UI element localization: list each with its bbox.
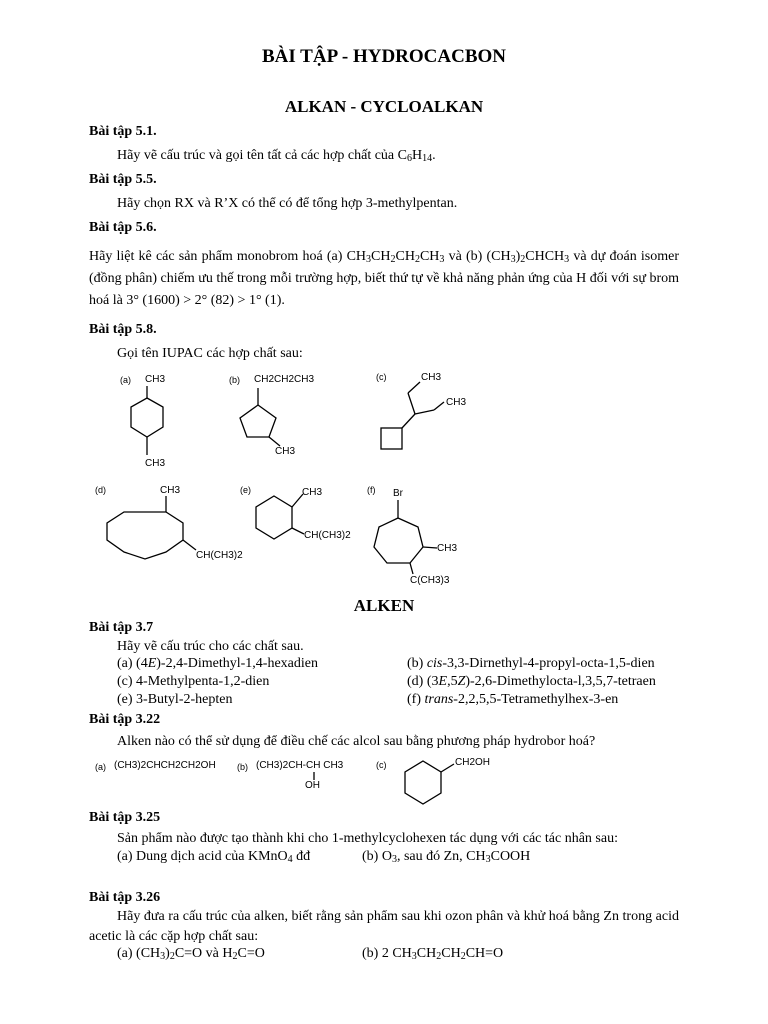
exercise-3-7-item-b: (b) cis-3,3-Dirnethyl-4-propyl-octa-1,5-dien xyxy=(407,656,655,671)
exercise-3-7-item-c: (c) 4-Methylpenta-1,2-dien xyxy=(117,674,270,689)
exercise-5-1-text: Hãy vẽ cấu trúc và gọi tên tất cả các hợp chất của $C_6H_{14}$. xyxy=(117,148,436,164)
exercise-heading-3-25: Bài tập 3.25 xyxy=(89,810,161,825)
exercise-3-7-text: Hãy vẽ cấu trúc cho các chất sau. xyxy=(117,639,304,654)
exercise-3-26-item-a: (a) $(CH_3)_2C=O$ và $H_2C=O$ xyxy=(117,946,265,962)
section-heading-alken: ALKEN xyxy=(353,596,415,615)
structure-d-ring xyxy=(107,512,183,559)
exercise-5-6-text: Hãy liệt kê các sản phẩm monobrom hoá (a) $CH_3CH_2CH_2CH_3$ và (b) $(CH_3)_2CHCH_3$ và dự đoán isomer (đồng phân) chiếm ưu thế trong mỗi trường hợp, biết thứ tự về khả năng phản ứng của H đối với sự brom hoá là 3° (1600) > 2° (82) > 1° (1). xyxy=(89,249,679,308)
alcohol-label-c: (c) xyxy=(376,760,387,770)
structure-c-right-group: CH3 xyxy=(446,397,467,408)
alcohol-b-formula: (CH3)2CH-CH CH3 xyxy=(256,760,344,771)
exercise-heading-3-26: Bài tập 3.26 xyxy=(89,890,161,905)
exercise-3-7-item-d: (d) (3E,5Z)-2,6-Dimethylocta-l,3,5,7-tetraen xyxy=(407,674,656,689)
alcohol-a-formula: (CH3)2CHCH2CH2OH xyxy=(114,760,216,771)
structure-f-top-group: Br xyxy=(393,488,403,499)
exercise-heading-3-22: Bài tập 3.22 xyxy=(89,712,161,727)
exercise-heading-5-5: Bài tập 5.5. xyxy=(89,172,157,187)
structure-e-substituent: CH(CH3)2 xyxy=(304,530,351,541)
exercise-3-22-text: Alken nào có thể sử dụng để điều chế các alcol sau bằng phương pháp hydrobor hoá? xyxy=(117,734,596,749)
exercise-5-8-text: Gọi tên IUPAC các hợp chất sau: xyxy=(117,346,303,361)
structure-label-a: (a) xyxy=(120,375,131,385)
exercise-3-25-item-a: (a) Dung dịch acid của KMnO$_4$ đđ xyxy=(117,849,311,865)
alcohol-b-hydroxyl: OH xyxy=(305,780,320,791)
exercise-heading-5-8: Bài tập 5.8. xyxy=(89,322,157,337)
structure-a-top-group: CH3 xyxy=(145,374,166,385)
alcohol-label-b: (b) xyxy=(237,762,248,772)
structure-b-bottom-group: CH3 xyxy=(275,446,296,457)
exercise-3-26-text: Hãy đưa ra cấu trúc của alken, biết rằng sản phẩm sau khi ozon phân và khử hoá bằng Zn trong acid acetic là các cặp hợp chất sau: xyxy=(89,909,679,944)
structure-d-substituent: CH(CH3)2 xyxy=(196,550,243,561)
exercise-heading-3-7: Bài tập 3.7 xyxy=(89,620,154,635)
exercise-heading-5-1: Bài tập 5.1. xyxy=(89,124,157,139)
structure-c-top-group: CH3 xyxy=(421,372,442,383)
structure-322c-ring xyxy=(405,761,441,804)
exercise-3-26-item-b: (b) 2 $CH_3CH_2CH_2CH=O$ xyxy=(362,946,504,962)
structure-f-bottom-group: C(CH3)3 xyxy=(410,575,450,586)
structure-f-right-group: CH3 xyxy=(437,543,458,554)
structure-e-ring xyxy=(256,496,292,539)
exercise-3-25-item-b: (b) $O_3$, sau đó Zn, $CH_3COOH$ xyxy=(362,849,531,865)
structure-label-e: (e) xyxy=(240,485,251,495)
structure-d-top-group: CH3 xyxy=(160,485,181,496)
structure-label-c: (c) xyxy=(376,372,387,382)
structure-label-d: (d) xyxy=(95,485,106,495)
structure-a-ring xyxy=(131,398,163,437)
structure-b-ring xyxy=(240,405,276,437)
exercise-heading-5-6: Bài tập 5.6. xyxy=(89,220,157,235)
structure-c-ring xyxy=(381,428,402,449)
exercise-3-7-item-f: (f) trans-2,2,5,5-Tetramethylhex-3-en xyxy=(407,692,619,707)
exercise-5-5-text: Hãy chọn RX và R’X có thể có để tổng hợp 3-methylpentan. xyxy=(117,196,458,211)
structure-b-top-group: CH2CH2CH3 xyxy=(254,374,315,385)
exercise-3-7-item-e: (e) 3-Butyl-2-hepten xyxy=(117,692,233,707)
structure-label-f: (f) xyxy=(367,485,376,495)
structure-f-ring xyxy=(374,518,423,563)
exercise-3-25-text: Sản phẩm nào được tạo thành khi cho 1-methylcyclohexen tác dụng với các tác nhân sau: xyxy=(117,831,618,846)
alcohol-label-a: (a) xyxy=(95,762,106,772)
structure-label-b: (b) xyxy=(229,375,240,385)
alcohol-c-group: CH2OH xyxy=(455,757,491,768)
section-heading-alkan: ALKAN - CYCLOALKAN xyxy=(284,97,484,116)
page-title: BÀI TẬP - HYDROCACBON xyxy=(261,46,507,67)
structure-e-top-group: CH3 xyxy=(302,487,323,498)
structure-a-bottom-group: CH3 xyxy=(145,458,166,469)
exercise-3-7-item-a: (a) (4E)-2,4-Dimethyl-1,4-hexadien xyxy=(117,656,318,671)
